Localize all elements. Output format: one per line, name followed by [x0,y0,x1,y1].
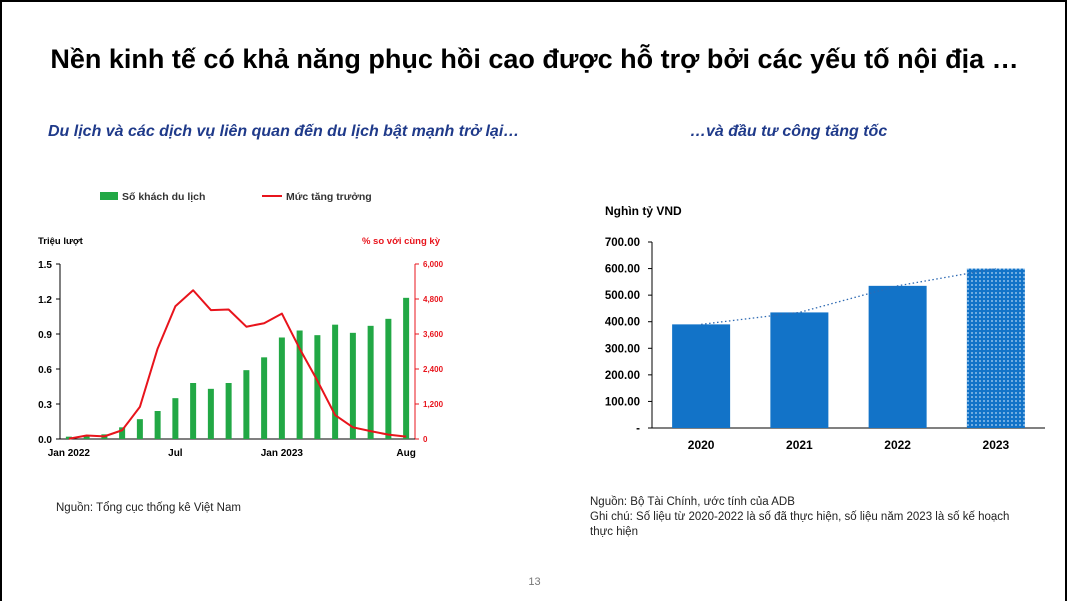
x-tick-label: 2020 [687,438,715,452]
legend-bar-swatch [100,192,118,200]
right-tick-label: 3,600 [423,330,444,339]
tourist-bar [261,357,267,439]
tourist-bar [368,326,374,439]
investment-chart [590,195,1060,470]
tourist-bar [137,419,143,439]
page-number: 13 [528,576,541,588]
investment-source-line-1: Nguồn: Bộ Tài Chính, ước tính của ADB [590,496,795,508]
y-tick-label: 300.00 [604,343,640,356]
right-tick-label: 4,800 [423,295,444,304]
x-tick-label: Jan 2022 [47,448,91,459]
y-tick-label: 100.00 [604,396,640,409]
left-tick-label: 0.0 [38,435,52,446]
x-tick-label: 2022 [884,438,911,452]
tourist-bar [226,383,232,439]
right-axis-title: % so với cùng kỳ [361,236,440,247]
y-tick-label: 600.00 [604,263,640,276]
x-tick-label: Aug [396,448,416,459]
tourist-bar [314,335,320,439]
x-tick-label: Jul [168,448,183,459]
right-tick-label: 1,200 [423,400,444,409]
right-tick-label: 6,000 [423,260,444,269]
x-tick-label: 2023 [982,438,1010,452]
tourist-bar [243,370,249,439]
y-tick-label: 200.00 [604,369,640,382]
y-tick-label: - [636,423,640,435]
right-tick-label: 0 [423,435,428,444]
investment-bar [869,286,927,428]
legend-bar-label: Số khách du lịch [122,191,206,203]
left-tick-label: 0.9 [38,330,52,341]
left-tick-label: 0.3 [38,400,52,411]
right-tick-label: 2,400 [423,365,444,374]
left-tick-label: 0.6 [38,365,52,376]
planned-investment-bar [967,269,1025,428]
slide-title: Nền kinh tế có khả năng phục hồi cao được hỗ trợ bởi các yếu tố nội địa … [50,44,1019,74]
tourism-subtitle: Du lịch và các dịch vụ liên quan đến du lịch bật mạnh trở lại… [48,123,520,140]
x-tick-label: Jan 2023 [260,448,304,459]
left-tick-label: 1.5 [38,260,52,271]
x-tick-label: 2021 [786,438,813,452]
tourist-bar [190,383,196,439]
tourist-bar [208,389,214,439]
tourist-bar [155,411,161,439]
trend-line [701,269,996,325]
tourist-bar [332,325,338,439]
left-tick-label: 1.2 [38,295,52,306]
tourist-bar [279,338,285,440]
tourism-chart [30,180,450,470]
investment-bar [672,324,730,428]
investment-source [590,495,1009,540]
investment-note-line-1: Ghi chú: Số liệu từ 2020-2022 là số đã thực hiện, số liệu năm 2023 là số kế hoạch [590,511,1010,523]
investment-bar [770,312,828,428]
tourism-source: Nguồn: Tổng cục thống kê Việt Nam [56,502,241,514]
investment-subtitle: …và đầu tư công tăng tốc [690,123,888,140]
tourist-bar [403,298,409,439]
y-tick-label: 500.00 [604,290,640,303]
y-tick-label: 700.00 [604,237,640,249]
tourist-bar [172,398,178,439]
y-tick-label: 400.00 [604,316,640,329]
investment-note-line-2: thực hiện [590,526,638,538]
investment-unit-title: Nghìn tỷ VND [605,204,682,218]
left-axis-title: Triệu lượt [38,236,83,247]
tourist-bar [385,319,391,439]
legend-line-label: Mức tăng trưởng [286,191,372,203]
tourist-bar [350,333,356,439]
